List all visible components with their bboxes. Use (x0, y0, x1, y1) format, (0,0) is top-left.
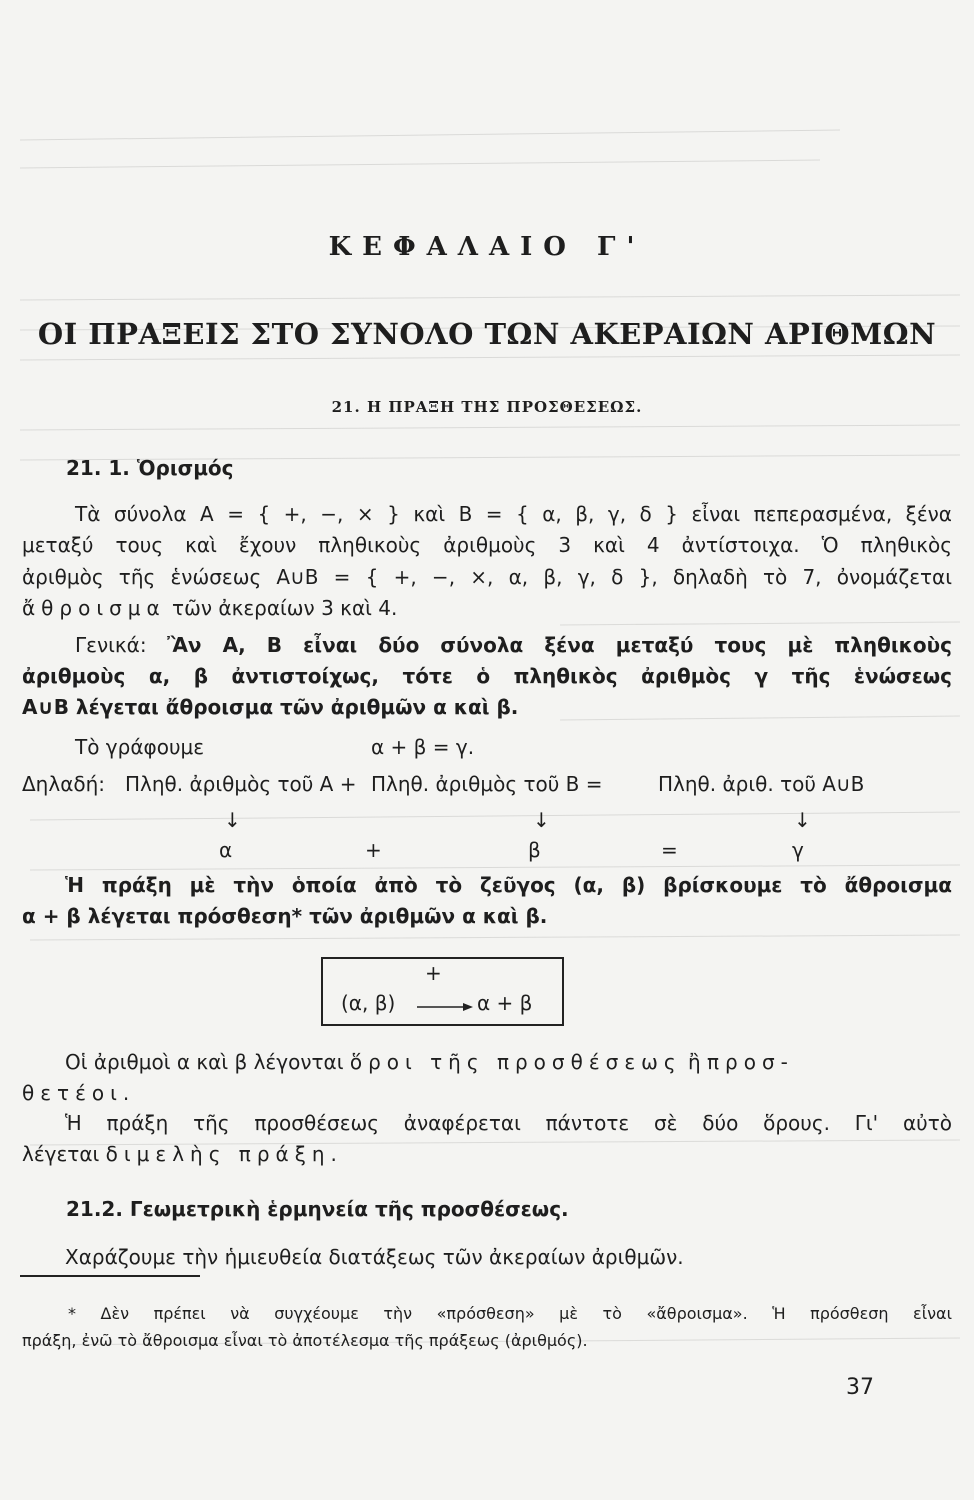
write-label: Τὸ γράφουμε (75, 735, 205, 759)
footnote-line2: πράξη, ἐνῶ τὸ ἄθροισμα εἶναι τὸ ἀποτέλεσμα τῆς πράξεως (ἀριθμός). (22, 1331, 588, 1350)
that-is-part1: Πληθ. ἀριθμὸς τοῦ Α + (125, 772, 357, 796)
para1-line4-rest: τῶν ἀκεραίων 3 καὶ 4. (165, 596, 398, 620)
footnote-line1: * Δὲν πρέπει νὰ συγχέουμε τὴν «πρόσθεση» μὲ τὸ «ἄθροισμα». Ἡ πρόσθεση εἶναι (68, 1304, 952, 1323)
para4-line2: θετέοι. (22, 1081, 136, 1105)
mapping-arrow-icon (417, 1002, 473, 1012)
that-is-part2: Πληθ. ἀριθμὸς τοῦ Β = (371, 772, 603, 796)
para1-line1: Τὰ σύνολα Α = { +, −, × } καὶ Β = { α, β, γ, δ } εἶναι πεπερασμένα, ξένα (75, 502, 952, 526)
para2-line1 (22, 630, 952, 661)
chapter-heading: ΚΕΦΑΛΑΙΟ Γ' (328, 232, 646, 262)
para1-line4 (22, 593, 952, 624)
para1-line2: μεταξύ τους καὶ ἔχουν πληθικοὺς ἀριθμοὺς 3 καὶ 4 ἀντίστοιχα. Ὁ πληθικὸς (22, 533, 952, 557)
map-alpha: α (219, 838, 233, 862)
that-is-label: Δηλαδή: (22, 772, 106, 796)
term-sum-spaced: ἄθροισμα (22, 596, 166, 620)
para3-line2: α + β λέγεται πρόσθεση* τῶν ἀριθμῶν α καὶ β. (22, 904, 548, 928)
box-pair: (α, β) (341, 991, 396, 1015)
chapter-title: ΟΙ ΠΡΑΞΕΙΣ ΣΤΟ ΣΥΝΟΛΟ ΤΩΝ ΑΚΕΡΑΙΩΝ ΑΡΙΘΜΩΝ (37, 317, 937, 351)
para6: Χαράζουμε τὴν ἡμιευθεία διατάξεως τῶν ἀκεραίων ἀριθμῶν. (65, 1245, 684, 1269)
para4-line1 (22, 1047, 952, 1078)
para2-line1-bold: Ἂν Α, Β εἶναι δύο σύνολα ξένα μεταξύ τους μὲ πληθικοὺς (167, 633, 952, 657)
that-is-part3: Πληθ. ἀριθ. τοῦ Α∪Β (658, 772, 865, 796)
term-addends: ὅροι τῆς προσθέσεως (349, 1050, 682, 1074)
subsection-geometric-heading: 21.2. Γεωμετρικὴ ἑρμηνεία τῆς προσθέσεως. (66, 1197, 569, 1221)
para2-lead: Γενικά: (75, 633, 168, 657)
para1-line3: ἀριθμὸς τῆς ἑνώσεως Α∪Β = { +, −, ×, α, β, γ, δ }, δηλαδὴ τὸ 7, ὀνομάζεται (22, 565, 952, 589)
map-plus: + (365, 838, 382, 862)
para3-line1: Ἡ πράξη μὲ τὴν ὁποία ἀπὸ τὸ ζεῦγος (α, β) βρίσκουμε τὸ ἄθροισμα (65, 873, 952, 897)
para5-line2 (22, 1139, 952, 1170)
write-formula: α + β = γ. (371, 735, 475, 759)
subsection-definition-heading: 21. 1. Ὁρισμός (66, 456, 234, 480)
term-binary-operation: διμελὴς πράξη. (105, 1142, 343, 1166)
para2-line3: Α∪Β λέγεται ἄθροισμα τῶν ἀριθμῶν α καὶ β. (22, 695, 519, 719)
para2-line2: ἀριθμοὺς α, β ἀντιστοίχως, τότε ὁ πληθικὸς ἀριθμὸς γ τῆς ἑνώσεως (22, 664, 952, 688)
arrow-down-1: ↓ (224, 808, 241, 832)
box-operator: + (425, 961, 442, 985)
arrow-down-3: ↓ (794, 808, 811, 832)
map-gamma: γ (792, 838, 804, 862)
para5-part-a: λέγεται (22, 1142, 106, 1166)
box-sum: α + β (477, 991, 533, 1015)
addition-mapping-box (321, 957, 564, 1026)
para4-part-c: ἢ (681, 1050, 708, 1074)
page-number: 37 (846, 1375, 874, 1400)
arrow-down-2: ↓ (533, 808, 550, 832)
para5-line1: Ἡ πράξη τῆς προσθέσεως ἀναφέρεται πάντοτε σὲ δύο ὅρους. Γι' αὐτὸ (65, 1111, 952, 1135)
term-prosthetoi: προσ- (707, 1050, 794, 1074)
para4-part-a: Οἱ ἀριθμοὶ α καὶ β λέγονται (65, 1050, 350, 1074)
map-beta: β (528, 838, 541, 862)
footnote-divider (20, 1275, 200, 1277)
map-equals: = (661, 838, 678, 862)
section-heading: 21. Η ΠΡΑΞΗ ΤΗΣ ΠΡΟΣΘΕΣΕΩΣ. (331, 398, 643, 416)
